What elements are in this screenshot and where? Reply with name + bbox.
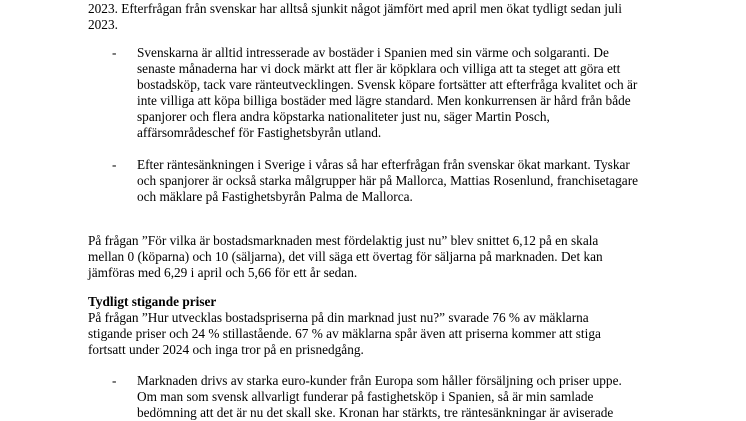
bullet-marker: - — [112, 45, 117, 60]
text-line: och spanjorer är också starka målgrupper här på Mallorca, Mattias Rosenlund, franchisetagare — [137, 173, 639, 188]
text-line: På frågan ”Hur utvecklas bostadspriserna på din marknad just nu?” svarade 76 % av mäklarna — [88, 310, 589, 325]
quote-euro-customers — [137, 373, 682, 421]
text-line: Efter räntesänkningen i Sverige i våras så har efterfrågan från svenskar ökat markant. Tyskar — [137, 157, 630, 172]
market-balance-paragraph — [88, 233, 678, 281]
text-line: På frågan ”För vilka är bostadsmarknaden mest fördelaktig just nu” blev snittet 6,12 på en skala — [88, 233, 599, 248]
quote-mattias-rosenlund — [137, 157, 682, 205]
text-line: affärsområdeschef för Fastighetsbyrån utland. — [137, 125, 382, 140]
text-line: mellan 0 (köparna) och 10 (säljarna), det vill säga ett övertag för säljarna på marknaden. Det kan — [88, 249, 603, 264]
bullet-marker: - — [112, 157, 117, 172]
text-line: spanjorer och flera andra köpstarka nationaliteter just nu, säger Martin Posch, — [137, 109, 550, 124]
text-line: Svenskarna är alltid intresserade av bostäder i Spanien med sin värme och solgaranti. De — [137, 45, 609, 60]
text-line: senaste månaderna har vi dock märkt att fler är köpklara och villiga att ta steget att göra ett — [137, 61, 621, 76]
text-line: 2023. — [88, 17, 118, 32]
prices-paragraph — [88, 310, 678, 358]
text-line: inte villiga att köpa billiga bostäder med lägre standard. Men konkurrensen är hård från både — [137, 93, 631, 108]
text-line: 2023. Efterfrågan från svenskar har alltså sjunkit något jämfört med april men ökat tydligt sedan juli — [88, 1, 622, 16]
bullet-marker: - — [112, 373, 117, 388]
text-line: fortsatt under 2024 och inga tror på en prisnedgång. — [88, 342, 364, 357]
section-heading: Tydligt stigande priser — [88, 294, 217, 309]
text-line: bedömning att det är nu det skall ske. Kronan har stärkts, tre räntesänkningar är aviserade — [137, 405, 614, 420]
text-line: Om man som svensk allvarligt funderar på fastighetsköp i Spanien, så är min samlade — [137, 389, 594, 404]
text-line: och mäklare på Fastighetsbyrån Palma de Mallorca. — [137, 189, 413, 204]
intro-paragraph — [88, 1, 678, 33]
text-line: jämföras med 6,29 i april och 5,66 för ett år sedan. — [88, 265, 358, 280]
text-line: Marknaden drivs av starka euro-kunder från Europa som håller försäljning och priser uppe. — [137, 373, 622, 388]
text-line: bostadsköp, tack vare ränteutvecklingen. Svensk köpare fortsätter att efterfråga kvalitet och är — [137, 77, 638, 92]
text-line: stigande priser och 24 % stillastående. 67 % av mäklarna spår även att priserna kommer att stiga — [88, 326, 601, 341]
quote-martin-posch — [137, 45, 682, 141]
